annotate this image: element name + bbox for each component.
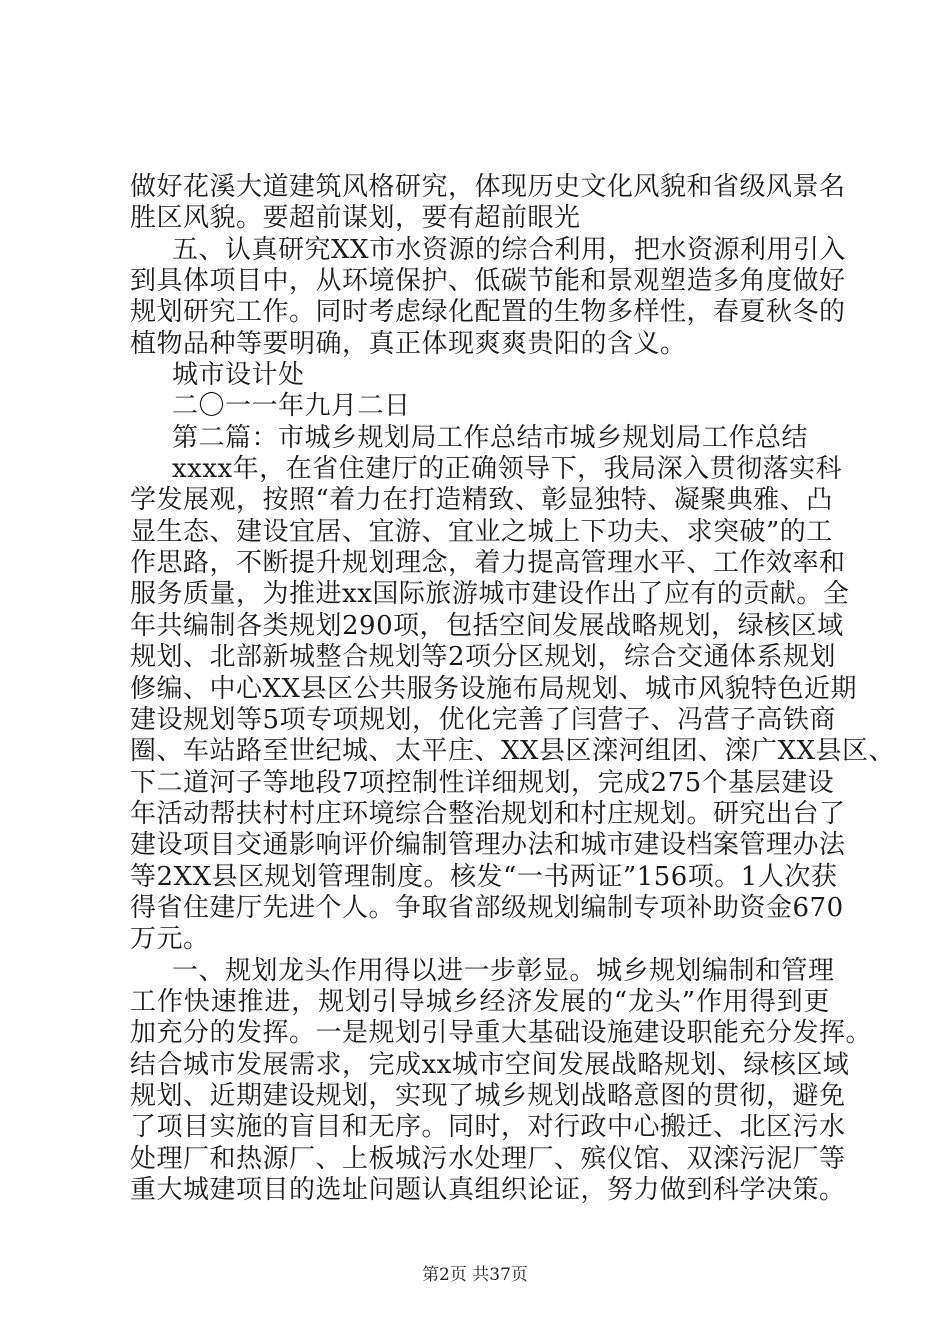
- text-line: 建设规划等5项专项规划，优化完善了闫营子、冯营子高铁商: [130, 704, 837, 735]
- text-line: 圈、车站路至世纪城、太平庄、XX县区滦河组团、滦广XX县区、: [130, 736, 896, 767]
- text-line: 重大城建项目的选址问题认真组织论证，努力做到科学决策。: [130, 1175, 846, 1205]
- text-line: 到具体项目中，从环境保护、低碳节能和景观塑造多角度做好: [130, 266, 846, 297]
- text-line: 修编、中心XX县区公共服务设施布局规划、城市风貌特色近期: [130, 673, 858, 704]
- text-line: 年活动帮扶村村庄环境综合整治规划和村庄规划。研究出台了: [130, 798, 846, 829]
- text-line: 得省住建厅先进个人。争取省部级规划编制专项补助资金670: [130, 892, 844, 923]
- text-line: 规划研究工作。同时考虑绿化配置的生物多样性，春夏秋冬的: [130, 297, 846, 328]
- text-line: 一、规划龙头作用得以进一步彰显。城乡规划编制和管理: [172, 955, 835, 986]
- text-line: 建设项目交通影响评价编制管理办法和城市建设档案管理办法: [130, 830, 846, 861]
- text-line: xxxx年，在省住建厅的正确领导下，我局深入贯彻落实科: [172, 454, 843, 485]
- text-line: 五、认真研究XX市水资源的综合利用，把水资源利用引入: [172, 234, 847, 265]
- text-line: 城市设计处: [172, 360, 305, 391]
- page-number-footer: 第2页 共37页: [422, 1265, 528, 1285]
- text-line: 加充分的发挥。一是规划引导重大基础设施建设职能充分发挥。: [130, 1018, 873, 1049]
- text-line: 处理厂和热源厂、上板城污水处理厂、殡仪馆、双滦污泥厂等: [130, 1143, 846, 1174]
- text-line: 规划、近期建设规划，实现了城乡规划战略意图的贯彻，避免: [130, 1080, 846, 1111]
- text-line: 植物品种等要明确，真正体现爽爽贵阳的含义。: [130, 328, 687, 359]
- text-line: 学发展观，按照“着力在打造精致、彰显独特、凝聚典雅、凸: [130, 485, 833, 516]
- text-line: 显生态、建设宜居、宜游、宜业之城上下功夫、求突破”的工: [130, 516, 833, 547]
- text-line: 胜区风貌。要超前谋划，要有超前眼光: [130, 203, 581, 234]
- text-line: 作思路，不断提升规划理念，着力提高管理水平、工作效率和: [130, 548, 846, 579]
- text-line: 了项目实施的盲目和无序。同时，对行政中心搬迁、北区污水: [130, 1112, 846, 1143]
- text-line: 年共编制各类规划290项，包括空间发展战略规划，绿核区域: [130, 610, 844, 641]
- text-line: 等2XX县区规划管理制度。核发“一书两证”156项。1人次获: [130, 861, 838, 892]
- text-line: 第二篇：市城乡规划局工作总结市城乡规划局工作总结: [172, 422, 809, 453]
- document-body: [130, 172, 896, 1206]
- text-line: 二〇一一年九月二日: [172, 391, 411, 422]
- text-line: 下二道河子等地段7项控制性详细规划，完成275个基层建设: [130, 767, 835, 798]
- text-line: 万元。: [130, 924, 210, 955]
- text-line: 工作快速推进，规划引导城乡经济发展的“龙头”作用得到更: [130, 986, 830, 1017]
- text-line: 结合城市发展需求，完成xx城市空间发展战略规划、绿核区域: [130, 1049, 850, 1080]
- text-line: 服务质量，为推进xx国际旅游城市建设作出了应有的贡献。全: [130, 579, 850, 610]
- text-line: 规划、北部新城整合规划等2项分区规划，综合交通体系规划: [130, 642, 837, 673]
- text-line: 做好花溪大道建筑风格研究，体现历史文化风貌和省级风景名: [130, 172, 846, 202]
